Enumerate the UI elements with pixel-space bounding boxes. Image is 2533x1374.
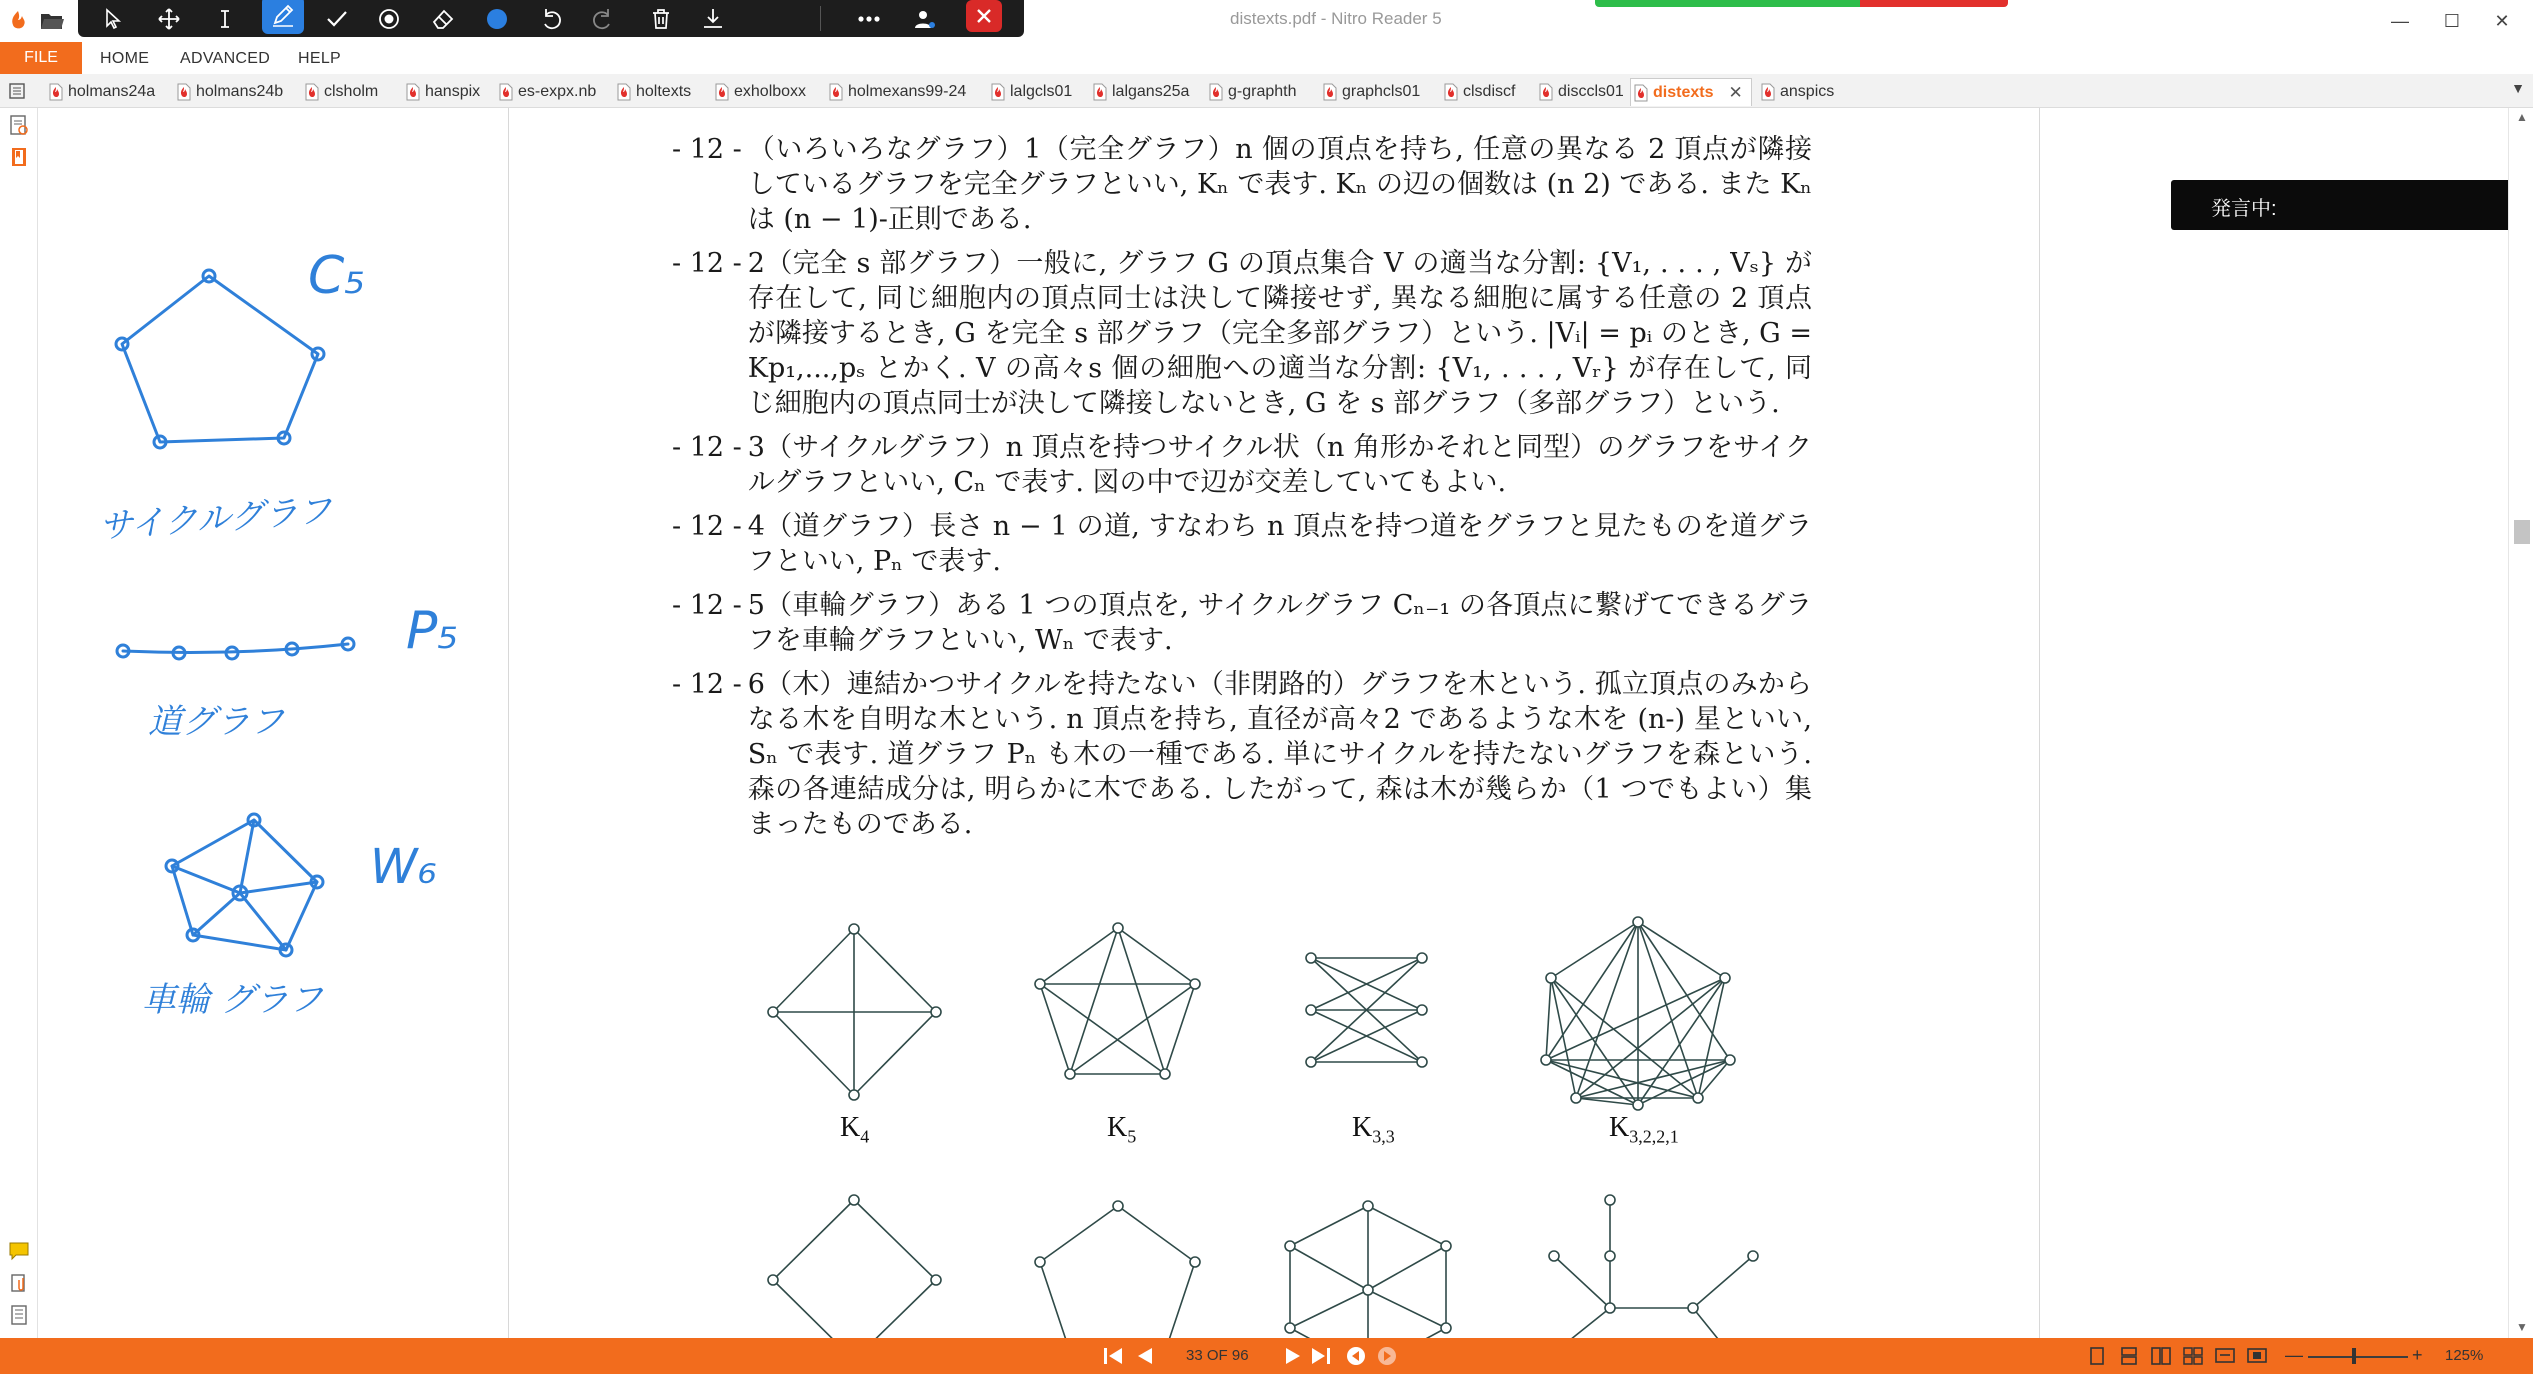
- recording-progress-strip: [1595, 0, 2008, 7]
- k3221-vertex: [1693, 1093, 1703, 1103]
- k3221-vertex: [1720, 973, 1730, 983]
- page-icon[interactable]: [8, 82, 26, 100]
- k4-edge: [773, 929, 854, 1012]
- pen-icon: [270, 2, 296, 28]
- tab-holmexans99-24[interactable]: [826, 78, 966, 106]
- user-gear-icon: [912, 6, 938, 32]
- pdf-file-icon: [49, 83, 63, 101]
- text-cursor-button[interactable]: [204, 0, 246, 37]
- k3221-vertex: [1633, 917, 1643, 927]
- tab-label: disccls01: [1558, 83, 1624, 100]
- fit-page-icon[interactable]: [2246, 1346, 2268, 1366]
- k33-label: $K_{3,3}$: [1352, 1112, 1395, 1147]
- tab-es-expx-nb[interactable]: [496, 78, 596, 106]
- close-icon: [971, 3, 997, 29]
- tree-vertex: [1688, 1303, 1698, 1313]
- highlighter-tool-button[interactable]: [368, 0, 410, 37]
- status-bar: [0, 1338, 2533, 1374]
- delete-button[interactable]: [640, 0, 682, 37]
- tab-overflow-chevron-icon[interactable]: ▼: [2511, 80, 2525, 96]
- w6-annotation: W₆: [370, 839, 437, 895]
- scroll-up-arrow-icon[interactable]: ▲: [2516, 110, 2528, 124]
- document-properties-icon[interactable]: [8, 114, 30, 136]
- zoom-slider[interactable]: [2308, 1356, 2408, 1358]
- pdf-file-icon: [1093, 83, 1107, 101]
- check-tool-button[interactable]: [316, 0, 358, 37]
- tab-label: es-expx.nb: [518, 83, 597, 100]
- speaking-popup: 発言中:: [2171, 180, 2512, 230]
- zoom-slider-handle[interactable]: [2352, 1348, 2356, 1364]
- zoom-level[interactable]: 125%: [2445, 1347, 2484, 1364]
- tab-label: clsdiscf: [1463, 83, 1516, 100]
- c5-edge: [1040, 1262, 1070, 1338]
- next-view-icon[interactable]: [1376, 1346, 1398, 1366]
- wheel-vertex: [1441, 1323, 1451, 1333]
- tab-label: holmexans99-24: [848, 83, 967, 100]
- tab-label: hanspix: [425, 83, 481, 100]
- k3221-edge: [1638, 922, 1698, 1098]
- pdf-file-icon: [829, 83, 843, 101]
- definition-number: - 12 -: [672, 134, 742, 165]
- c5-vertex: [1190, 1257, 1200, 1267]
- tab-label: lalgans25a: [1112, 83, 1190, 100]
- tree-vertex: [1549, 1251, 1559, 1261]
- menu-home[interactable]: HOME: [100, 50, 150, 67]
- target-icon: [376, 6, 402, 32]
- vertical-scrollbar[interactable]: [2508, 108, 2533, 1338]
- definition-text: 2（完全 s 部グラフ）一般に, グラフ G の頂点集合 V の適当な分割: {V₁, . . . , Vₛ} が存在して, 同じ細胞内の頂点同士は決して隣接せず, 異なる細胞に属する任意の 2 頂点が隣接するとき, G を完全 s 部グラフ（完全多部グラフ）という. |Vᵢ| = pᵢ のとき, G = Kp₁,...,pₛ とかく. V の高々s 個の細胞への適当な分割: {V₁, . . . , Vᵣ} が存在して, 同じ細胞内の頂点同士が決して隣接しないとき, G を s 部グラフ（多部グラフ）という.: [747, 248, 1812, 419]
- tab-holmans24a[interactable]: [46, 78, 155, 106]
- c5-vertex: [1113, 1201, 1123, 1211]
- tree-vertex: [1605, 1303, 1615, 1313]
- pen-tool-button[interactable]: [262, 0, 304, 34]
- arrow-pointer-icon: [100, 6, 126, 32]
- pdf-file-icon: [1444, 83, 1458, 101]
- pdf-file-icon: [305, 83, 319, 101]
- wheel-vertex: [1285, 1323, 1295, 1333]
- close-window-button[interactable]: ✕: [2494, 11, 2510, 31]
- pdf-file-icon: [1634, 84, 1648, 102]
- k5-edge: [1070, 928, 1118, 1074]
- tab-distexts[interactable]: [1630, 78, 1752, 106]
- k33-vertex: [1417, 1005, 1427, 1015]
- c5-drawing: [116, 270, 324, 448]
- tab-hanspix[interactable]: [403, 78, 480, 106]
- eraser-icon: [430, 6, 456, 32]
- page-indicator[interactable]: 33 OF 96: [1186, 1347, 1249, 1364]
- tab-label: distexts: [1653, 83, 1714, 101]
- c5-vertex: [1035, 1257, 1045, 1267]
- k5-edge: [1040, 984, 1070, 1074]
- k33-vertex: [1417, 1057, 1427, 1067]
- k5-edge: [1118, 928, 1165, 1074]
- c5-edge: [1040, 1206, 1118, 1262]
- definition-item: [672, 246, 1812, 421]
- color-dot-icon: [484, 6, 510, 32]
- wheel-vertex: [1363, 1201, 1373, 1211]
- pdf-file-icon: [617, 83, 631, 101]
- tab-holmans24b[interactable]: [174, 78, 283, 106]
- p5-drawing: [117, 638, 354, 659]
- ink-toolbar: [78, 0, 1024, 37]
- wheel-spoke: [1290, 1246, 1368, 1290]
- c5-caption: サイクルグラフ: [97, 490, 334, 547]
- tab-disccls01[interactable]: [1536, 78, 1624, 106]
- wheel-vertex: [1363, 1285, 1373, 1295]
- pdf-file-icon: [1323, 83, 1337, 101]
- k5-label: $K_5$: [1107, 1112, 1137, 1147]
- move-tool-button[interactable]: [148, 0, 190, 37]
- k5-edge: [1040, 928, 1118, 984]
- definition-text: 6（木）連結かつサイクルを持たない（非閉路的）グラフを木という. 孤立頂点のみからなる木を自明な木という. n 頂点を持ち, 直径が高々2 であるような木を (n-) 星といい, Sₙ で表す. 道グラフ Pₙ も木の一種である. 単にサイクルを持たないグラフを森という. 森の各連結成分は, 明らかに木である. したがって, 森は木が幾らか（1 つでもよい）集まったものである.: [747, 669, 1812, 840]
- pdf-file-icon: [991, 83, 1005, 101]
- definition-number: - 12 -: [672, 511, 742, 542]
- w6-caption: 車輪 グラフ: [142, 980, 323, 1020]
- menu-file[interactable]: FILE: [0, 42, 82, 74]
- wheel-edge: [1290, 1328, 1368, 1338]
- p5-annotation: P₅: [406, 601, 459, 661]
- c4-vertex: [849, 1195, 859, 1205]
- definition-number: - 12 -: [672, 432, 742, 463]
- tab-clsholm[interactable]: [302, 78, 378, 106]
- definition-text: 4（道グラフ）長さ n − 1 の道, すなわち n 頂点を持つ道をグラフと見たものを道グラフといい, Pₙ で表す.: [747, 511, 1812, 577]
- k5-edge: [1165, 984, 1195, 1074]
- window-title: distexts.pdf - Nitro Reader 5: [1230, 9, 1442, 28]
- download-button[interactable]: [692, 0, 734, 37]
- close-toolbar-button[interactable]: [966, 0, 1002, 32]
- eraser-tool-button[interactable]: [422, 0, 464, 37]
- pdf-file-icon: [1209, 83, 1223, 101]
- k4-edge: [854, 1012, 936, 1095]
- k5-edge: [1118, 928, 1195, 984]
- wheel-edge: [1290, 1206, 1368, 1246]
- k4-edge: [854, 929, 936, 1012]
- k3221-edge: [1551, 922, 1638, 978]
- open-folder-icon[interactable]: [40, 11, 64, 31]
- k5-edge: [1040, 984, 1165, 1074]
- definition-item: [672, 132, 1812, 237]
- single-page-view-icon[interactable]: [2086, 1346, 2108, 1366]
- tab-label: anspics: [1780, 83, 1835, 100]
- p5-caption: 道グラフ: [148, 702, 284, 742]
- wheel-vertex: [1441, 1241, 1451, 1251]
- tab-label: graphcls01: [1342, 83, 1421, 100]
- tree-vertex: [1748, 1251, 1758, 1261]
- k33-vertex: [1306, 953, 1316, 963]
- minimize-button[interactable]: —: [2391, 11, 2409, 31]
- k3221-vertex: [1546, 973, 1556, 983]
- toolbar-separator: [820, 6, 821, 31]
- k5-vertex: [1160, 1069, 1170, 1079]
- pdf-file-icon: [715, 83, 729, 101]
- k3221-edge: [1546, 978, 1551, 1060]
- tab-label: holmans24a: [68, 83, 156, 100]
- scroll-down-arrow-icon[interactable]: ▼: [2516, 1320, 2528, 1334]
- definitions-list: [672, 132, 1812, 851]
- maximize-button[interactable]: ☐: [2443, 11, 2461, 31]
- c4-vertex: [768, 1275, 778, 1285]
- tab-g-graphth[interactable]: [1206, 78, 1297, 106]
- undo-icon: [538, 6, 564, 32]
- tree-edge: [1693, 1256, 1753, 1308]
- more-options-button[interactable]: [848, 0, 890, 37]
- tab-lalgans25a[interactable]: [1090, 78, 1189, 106]
- tree-edge: [1693, 1308, 1735, 1338]
- checkmark-icon: [324, 6, 350, 32]
- k4-vertex: [768, 1007, 778, 1017]
- tab-anspics[interactable]: [1758, 78, 1834, 106]
- wheel-spoke: [1368, 1290, 1446, 1328]
- k3221-vertex: [1633, 1100, 1643, 1110]
- c5-edge: [1165, 1262, 1195, 1338]
- wheel-spoke: [1368, 1246, 1446, 1290]
- k5-vertex: [1065, 1069, 1075, 1079]
- scroll-thumb[interactable]: [2514, 520, 2530, 544]
- text-cursor-icon: [212, 6, 238, 32]
- tab-label: exholboxx: [734, 83, 807, 100]
- k4-label: $K_4$: [840, 1112, 870, 1147]
- definition-text: 3（サイクルグラフ）n 頂点を持つサイクル状（n 角形かそれと同型）のグラフをサイクルグラフといい, Cₙ で表す. 図の中で辺が交差していてもよい.: [747, 432, 1812, 498]
- menu-help[interactable]: HELP: [298, 50, 341, 67]
- definition-text: （いろいろなグラフ）1（完全グラフ）n 個の頂点を持ち, 任意の異なる 2 頂点が隣接しているグラフを完全グラフといい, Kₙ で表す. Kₙ の辺の個数は (n 2) である. また Kₙ は (n − 1)-正則である.: [747, 134, 1812, 235]
- first-page-icon[interactable]: [1102, 1346, 1124, 1366]
- k5-vertex: [1113, 923, 1123, 933]
- definition-number: - 12 -: [672, 669, 742, 700]
- k5-edge: [1070, 984, 1195, 1074]
- pdf-file-icon: [406, 83, 420, 101]
- wheel-vertex: [1285, 1241, 1295, 1251]
- k3221-edge: [1638, 922, 1725, 978]
- next-page-icon[interactable]: [1282, 1346, 1304, 1366]
- k33-vertex: [1306, 1005, 1316, 1015]
- k5-vertex: [1190, 979, 1200, 989]
- k3221-edge: [1576, 1098, 1638, 1105]
- k3221-edge: [1576, 922, 1638, 1098]
- more-dots-icon: [856, 6, 882, 32]
- k3221-vertex: [1571, 1093, 1581, 1103]
- nitro-logo-icon[interactable]: [8, 10, 28, 32]
- definition-text: 5（車輪グラフ）ある 1 つの頂点を, サイクルグラフ Cₙ₋₁ の各頂点に繋げてできるグラフを車輪グラフといい, Wₙ で表す.: [747, 590, 1812, 656]
- undo-button[interactable]: [530, 0, 572, 37]
- user-settings-button[interactable]: [904, 0, 946, 37]
- c4-edge: [854, 1200, 936, 1280]
- c4-edge: [773, 1280, 854, 1338]
- c4-edge: [854, 1280, 936, 1338]
- k4-vertex: [849, 1090, 859, 1100]
- pdf-file-icon: [1761, 83, 1775, 101]
- move-icon: [156, 6, 182, 32]
- k3221-vertex: [1541, 1055, 1551, 1065]
- w6-drawing: [166, 814, 323, 956]
- select-tool-button[interactable]: [92, 0, 134, 37]
- tree-edge: [1554, 1256, 1610, 1308]
- download-icon: [700, 6, 726, 32]
- bookmarks-icon[interactable]: [8, 146, 30, 168]
- wheel-spoke: [1290, 1290, 1368, 1328]
- definition-item: [672, 667, 1812, 842]
- close-tab-icon[interactable]: ✕: [1728, 82, 1743, 102]
- handwritten-annotations: [38, 108, 508, 1338]
- k3221-vertex: [1725, 1055, 1735, 1065]
- redo-icon: [590, 6, 616, 32]
- tab-holtexts[interactable]: [614, 78, 691, 106]
- zoom-in-button[interactable]: +: [2412, 1345, 2423, 1365]
- wheel-edge: [1368, 1206, 1446, 1246]
- facing-view-icon[interactable]: [2150, 1346, 2172, 1366]
- comments-icon[interactable]: [8, 1240, 30, 1262]
- c5-edge: [1118, 1206, 1195, 1262]
- zoom-out-button[interactable]: —: [2285, 1345, 2303, 1365]
- redo-button[interactable]: [582, 0, 624, 37]
- tab-graphcls01[interactable]: [1320, 78, 1420, 106]
- c4-edge: [773, 1200, 854, 1280]
- tree-vertex: [1605, 1251, 1615, 1261]
- tab-label: lalgcls01: [1010, 83, 1073, 100]
- tab-exholboxx[interactable]: [712, 78, 806, 106]
- definition-number: - 12 -: [672, 590, 742, 621]
- ribbon-menu: [0, 42, 2533, 74]
- definition-item: [672, 430, 1812, 500]
- graph-figure: [740, 900, 1780, 1338]
- pdf-file-icon: [499, 83, 513, 101]
- wheel-edge: [1368, 1328, 1446, 1338]
- attachments-icon[interactable]: [8, 1272, 30, 1294]
- c5-annotation: C₅: [308, 246, 366, 306]
- definition-number: - 12 -: [672, 248, 742, 279]
- tab-label: g-graphth: [1228, 83, 1297, 100]
- last-page-icon[interactable]: [1310, 1346, 1332, 1366]
- tree-vertex: [1605, 1195, 1615, 1205]
- k4-vertex: [931, 1007, 941, 1017]
- continuous-view-icon[interactable]: [2118, 1346, 2140, 1366]
- tab-label: holtexts: [636, 83, 692, 100]
- document-tabs: [0, 74, 2533, 108]
- fit-width-icon[interactable]: [2214, 1346, 2236, 1366]
- definition-item: [672, 509, 1812, 579]
- k5-vertex: [1035, 979, 1045, 989]
- left-panel-bar: [0, 108, 38, 1338]
- menu-advanced[interactable]: ADVANCED: [180, 50, 271, 67]
- k3221-label: $K_{3,2,2,1}$: [1609, 1112, 1679, 1147]
- tab-label: holmans24b: [196, 83, 284, 100]
- previous-page-icon[interactable]: [1134, 1346, 1156, 1366]
- k33-vertex: [1417, 953, 1427, 963]
- previous-view-icon[interactable]: [1345, 1346, 1367, 1366]
- pdf-file-icon: [177, 83, 191, 101]
- trash-icon: [648, 6, 674, 32]
- definition-item: [672, 588, 1812, 658]
- pdf-file-icon: [1539, 83, 1553, 101]
- tab-lalgcls01[interactable]: [988, 78, 1072, 106]
- pages-panel-icon[interactable]: [8, 1304, 30, 1326]
- c4-vertex: [931, 1275, 941, 1285]
- color-picker-button[interactable]: [476, 0, 518, 37]
- tree-edge: [1545, 1308, 1610, 1338]
- facing-continuous-view-icon[interactable]: [2182, 1346, 2204, 1366]
- k4-vertex: [849, 924, 859, 934]
- tab-label: clsholm: [324, 83, 379, 100]
- k33-vertex: [1306, 1057, 1316, 1067]
- tab-clsdiscf[interactable]: [1441, 78, 1515, 106]
- k4-edge: [773, 1012, 854, 1095]
